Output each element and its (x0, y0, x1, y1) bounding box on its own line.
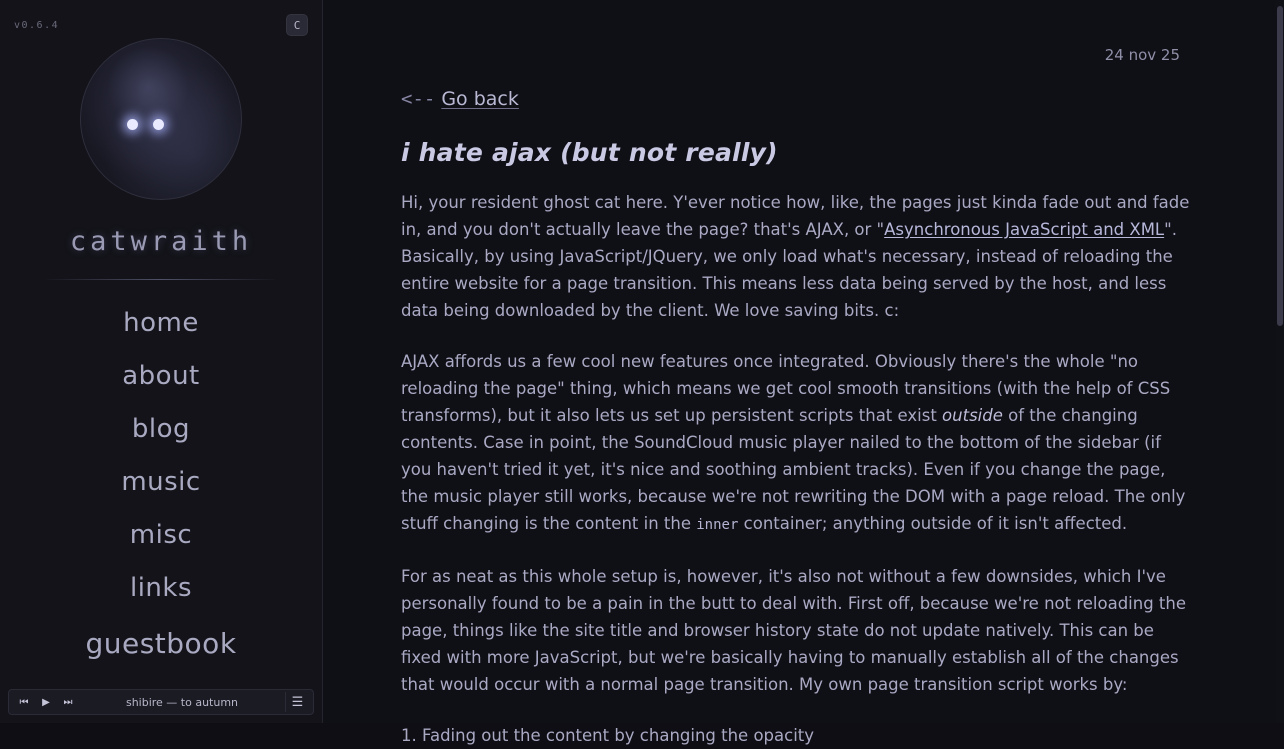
sidebar-nav (0, 296, 322, 671)
sidebar-item-about[interactable]: about (122, 361, 200, 391)
sidebar-item-home[interactable]: home (123, 308, 199, 338)
paragraph-3: For as neat as this whole setup is, however, it's also not without a few downsides, which I've personally found to be a pain in the butt to deal with. First off, because we're not reloading the page, things like the site title and browser history state do not update natively. This can be fixed with more JavaScript, but we're basically having to manually establish all of the changes that would occur with a normal page transition. My own page transition script works by: (401, 567, 1187, 694)
paragraph-2-emphasis: outside (942, 406, 1003, 425)
avatar-eye-left-icon (127, 119, 138, 130)
theme-toggle-button[interactable]: C (286, 14, 308, 36)
go-back-label: Go back (441, 88, 519, 110)
post-date: 24 nov 25 (1104, 46, 1180, 64)
sidebar-item-guestbook[interactable]: guestbook (85, 627, 237, 660)
scrollbar-thumb[interactable] (1277, 6, 1283, 326)
music-player (8, 689, 314, 715)
previous-track-icon[interactable]: ⏮ (13, 692, 35, 712)
scrollbar[interactable] (1276, 0, 1284, 723)
go-back-link[interactable] (401, 88, 519, 110)
main-content (323, 0, 1284, 745)
list-item: 1. Fading out the content by changing the opacity (401, 726, 815, 745)
paragraph-2-text-a: AJAX affords us a few cool new features once integrated. Obviously there's the whole "no reloading the page" thing, which means we get cool smooth transitions (with the help of CSS transforms), but it also lets us set up persistent scripts that exist (401, 352, 1171, 425)
site-title: catwraith (69, 226, 253, 257)
play-icon[interactable]: ▶ (35, 692, 57, 712)
paragraph-2 (401, 348, 1192, 539)
back-arrow-icon: <-- (401, 88, 436, 110)
avatar (80, 38, 242, 200)
next-track-icon[interactable]: ⏭ (57, 692, 79, 712)
inner-code-token: inner (696, 517, 739, 533)
player-menu-icon[interactable]: ☰ (285, 692, 309, 712)
inner-container (323, 0, 1284, 745)
sidebar (0, 0, 323, 723)
sidebar-item-links[interactable]: links (129, 573, 193, 603)
page-title: i hate ajax (but not really) (401, 138, 778, 167)
sidebar-item-music[interactable]: music (121, 467, 201, 497)
ajax-definition-link[interactable]: Asynchronous JavaScript and XML (884, 220, 1165, 239)
paragraph-1-text-a: Hi, your resident ghost cat here. Y'ever notice how, like, the pages just kinda fade out and fade in, and you don't actually leave the page? that's AJAX, or " (401, 193, 1190, 239)
version-label: v0.6.4 (14, 20, 60, 31)
avatar-eye-right-icon (153, 119, 164, 130)
sidebar-item-misc[interactable]: misc (129, 520, 193, 550)
sidebar-divider (47, 279, 275, 280)
sidebar-item-blog[interactable]: blog (131, 414, 191, 444)
player-track-title: shibire — to autumn (125, 695, 239, 709)
paragraph-2-text-c: container; anything outside of it isn't affected. (738, 514, 1128, 533)
paragraph-1 (401, 189, 1192, 324)
paragraph-2-text-b: of the changing contents. Case in point, the SoundCloud music player nailed to the bottom of the sidebar (if you haven't tried it yet, it's nice and soothing ambient tracks). Even if you change the page, the music player still works, because we're not rewriting the DOM with a page reload. The only stuff changing is the content in the (401, 406, 1186, 533)
paragraph-1-text-b: ". Basically, by using JavaScript/JQuery, we only load what's necessary, instead of reloading the entire website for a page transition. This means less data being served by the host, and less data being downloaded by the client. We love saving bits. c: (401, 220, 1177, 320)
